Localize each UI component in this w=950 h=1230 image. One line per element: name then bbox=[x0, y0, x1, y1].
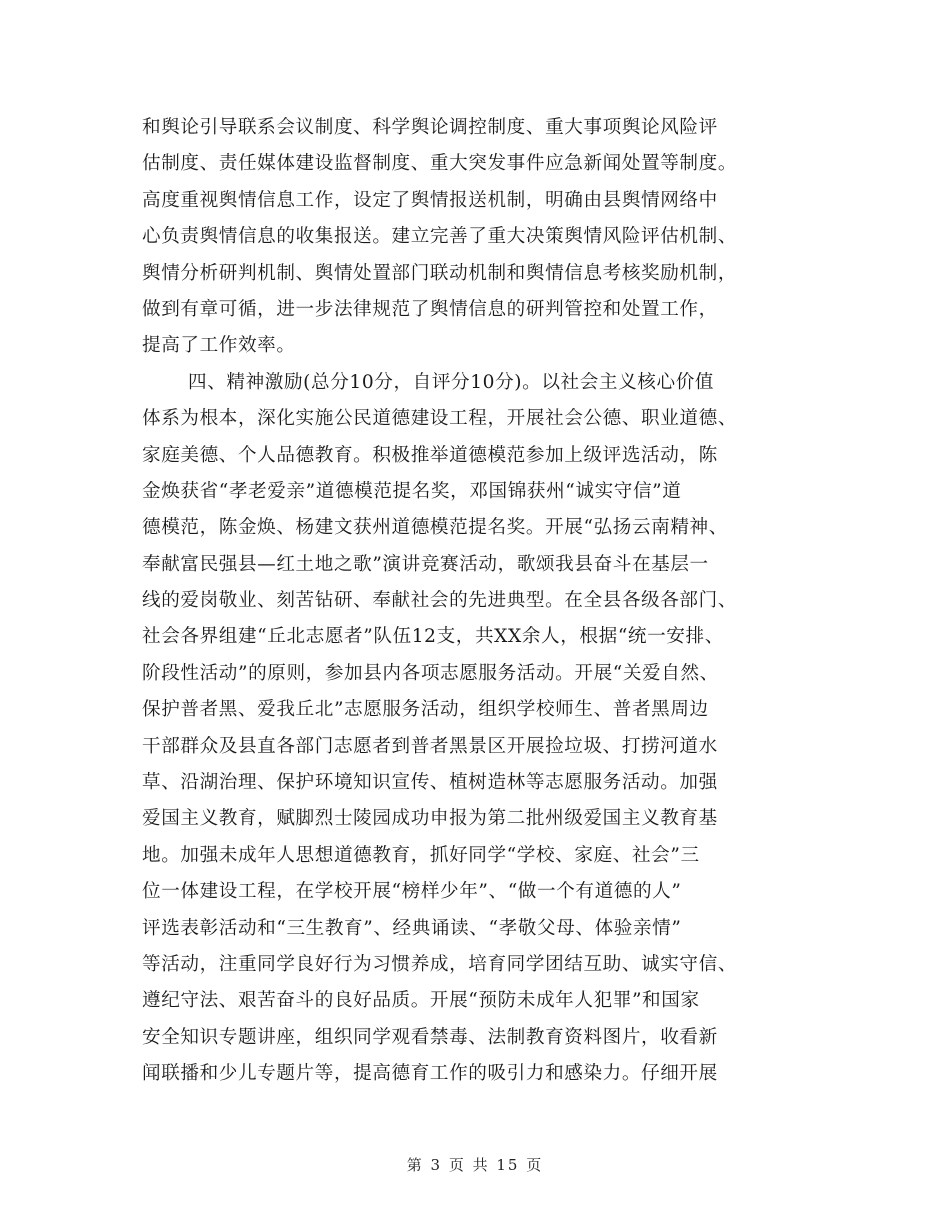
text-line: 奉献富民强县—红土地之歌”演讲竞赛活动，歌颂我县奋斗在基层一 bbox=[142, 553, 709, 575]
text-line: 闻联播和少儿专题片等，提高德育工作的吸引力和感染力。仔细开展 bbox=[142, 1063, 718, 1085]
document-body bbox=[142, 110, 842, 1093]
text-line: 评选表彰活动和“三生教育”、经典诵读、“孝敬父母、体验亲情” bbox=[142, 917, 682, 939]
text-line: 爱国主义教育，赋脚烈士陵园成功申报为第二批州级爱国主义教育基 bbox=[142, 808, 718, 830]
text-line: 四、精神激励(总分10分，自评分10分)。以社会主义核心价值 bbox=[188, 371, 715, 393]
text-line: 舆情分析研判机制、舆情处置部门联动机制和舆情信息考核奖励机制， bbox=[142, 262, 738, 284]
text-line: 和舆论引导联系会议制度、科学舆论调控制度、重大事项舆论风险评 bbox=[142, 117, 718, 138]
text-line: 干部群众及县直各部门志愿者到普者黑景区开展捡垃圾、打捞河道水 bbox=[142, 735, 718, 757]
text-line: 安全知识专题讲座，组织同学观看禁毒、法制教育资料图片，收看新 bbox=[142, 1026, 718, 1048]
text-line: 位一体建设工程，在学校开展“榜样少年”、“做一个有道德的人” bbox=[142, 881, 682, 903]
text-line: 估制度、责任媒体建设监督制度、重大突发事件应急新闻处置等制度。 bbox=[142, 153, 738, 175]
text-line: 金焕获省“孝老爱亲”道德模范提名奖，邓国锦获州“诚实守信”道 bbox=[142, 480, 682, 502]
text-line: 线的爱岗敬业、刻苦钻研、奉献社会的先进典型。在全县各级各部门、 bbox=[142, 590, 738, 612]
text-line: 心负责舆情信息的收集报送。建立完善了重大决策舆情风险评估机制、 bbox=[142, 226, 738, 248]
text-line: 草、沿湖治理、保护环境知识宣传、植树造林等志愿服务活动。加强 bbox=[142, 772, 718, 794]
text-line: 体系为根本，深化实施公民道德建设工程，开展社会公德、职业道德、 bbox=[142, 408, 738, 430]
text-line: 遵纪守法、艰苦奋斗的良好品质。开展“预防未成年人犯罪”和国家 bbox=[142, 990, 700, 1012]
page-footer: 第 3 页 共 15 页 bbox=[406, 1156, 544, 1174]
text-line: 做到有章可循，进一步法律规范了舆情信息的研判管控和处置工作， bbox=[142, 298, 718, 320]
text-line: 等活动，注重同学良好行为习惯养成，培育同学团结互助、诚实守信、 bbox=[142, 953, 738, 975]
text-line: 保护普者黑、爱我丘北”志愿服务活动，组织学校师生、普者黑周边 bbox=[142, 699, 709, 721]
text-line: 家庭美德、个人品德教育。积极推举道德模范参加上级评选活动，陈 bbox=[142, 444, 718, 466]
text-line: 德模范，陈金焕、杨建文获州道德模范提名奖。开展“弘扬云南精神、 bbox=[142, 517, 728, 539]
text-line: 高度重视舆情信息工作，设定了舆情报送机制，明确由县舆情网络中 bbox=[142, 189, 718, 211]
text-line: 阶段性活动”的原则，参加县内各项志愿服务活动。开展“关爱自然、 bbox=[142, 662, 719, 684]
text-line: 提高了工作效率。 bbox=[142, 335, 296, 357]
text-line: 地。加强未成年人思想道德教育，抓好同学“学校、家庭、社会”三 bbox=[142, 844, 700, 866]
text-line: 社会各界组建“丘北志愿者”队伍12支，共XX余人，根据“统一安排、 bbox=[142, 626, 724, 648]
